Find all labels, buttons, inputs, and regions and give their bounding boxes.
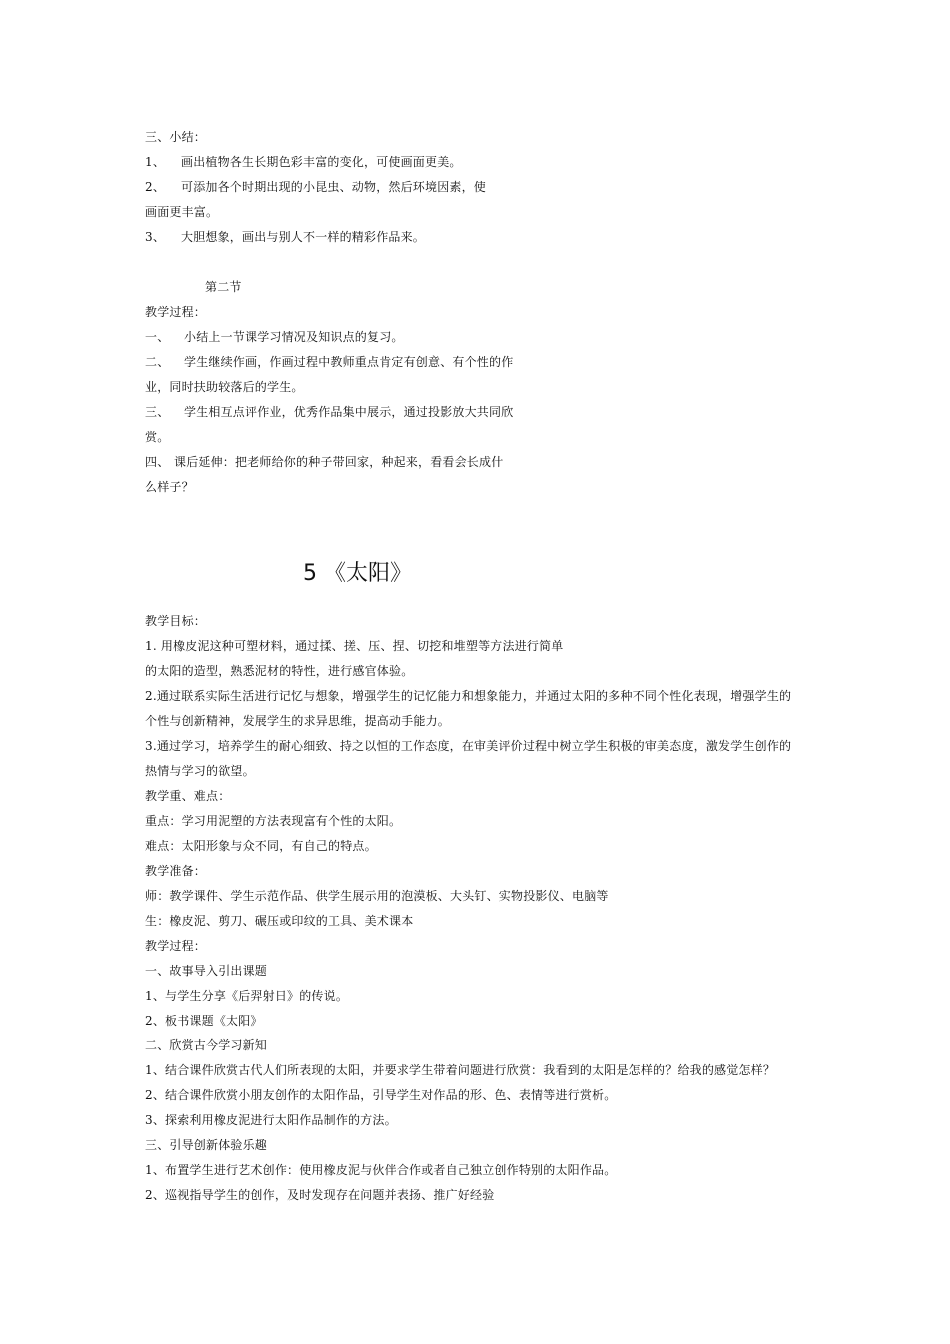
lesson-line: 1、与学生分享《后羿射日》的传说。	[145, 989, 349, 1003]
process-step	[145, 454, 503, 470]
lesson-title: 5 《太阳》	[303, 561, 412, 586]
item-number: 3、	[145, 230, 166, 244]
item-number: 1、	[145, 155, 166, 169]
summary-heading: 三、小结：	[145, 130, 207, 144]
item-text: 大胆想象，画出与别人不一样的精彩作品来。	[181, 230, 426, 244]
process-step-continuation: 赏。	[145, 430, 170, 444]
lesson-line: 教学重、难点：	[145, 789, 231, 803]
lesson-line: 师：教学课件、学生示范作品、供学生展示用的泡漠板、大头钉、实物投影仪、电脑等	[145, 889, 609, 903]
lesson-line: 1. 用橡皮泥这种可塑材料，通过揉、搓、压、捏、切挖和堆塑等方法进行简单	[145, 639, 564, 653]
lesson-line: 3.通过学习，培养学生的耐心细致、持之以恒的工作态度，在审美评价过程中树立学生积极的审美态度，激发学生创作的	[145, 739, 792, 753]
process-step	[145, 404, 513, 420]
lesson-line: 2、结合课件欣赏小朋友创作的太阳作品，引导学生对作品的形、色、表情等进行赏析。	[145, 1088, 617, 1102]
lesson-line: 2、板书课题《太阳》	[145, 1014, 263, 1028]
summary-item	[145, 229, 425, 245]
step-text: 学生继续作画，作画过程中教师重点肯定有创意、有个性的作	[184, 355, 514, 369]
lesson-line: 的太阳的造型，熟悉泥材的特性，进行感官体验。	[145, 664, 414, 678]
item-text: 画出植物各生长期色彩丰富的变化，可使画面更美。	[181, 155, 462, 169]
lesson-line: 1、布置学生进行艺术创作：使用橡皮泥与伙伴合作或者自己独立创作特别的太阳作品。	[145, 1163, 617, 1177]
item-text: 可添加各个时期出现的小昆虫、动物，然后环境因素，使	[181, 180, 487, 194]
step-text: 小结上一节课学习情况及知识点的复习。	[184, 330, 404, 344]
summary-item-continuation: 画面更丰富。	[145, 205, 219, 219]
lesson-line: 二、欣赏古今学习新知	[145, 1038, 268, 1052]
lesson-line: 热情与学习的欲望。	[145, 764, 255, 778]
lesson-line: 重点：学习用泥塑的方法表现富有个性的太阳。	[145, 814, 402, 828]
step-number: 三、	[145, 405, 170, 419]
item-number: 2、	[145, 180, 166, 194]
lesson-line: 2.通过联系实际生活进行记忆与想象，增强学生的记忆能力和想象能力，并通过太阳的多种不同个性化表现，增强学生的	[145, 689, 792, 703]
step-number: 一、	[145, 330, 170, 344]
process-step	[145, 354, 513, 370]
step-text: 学生相互点评作业，优秀作品集中展示，通过投影放大共同欣	[184, 405, 514, 419]
process-step	[145, 329, 404, 345]
step-number: 四、	[145, 455, 170, 469]
lesson-line: 2、巡视指导学生的创作，及时发现存在问题并表扬、推广好经验	[145, 1188, 495, 1202]
process-step-continuation: 业，同时扶助较落后的学生。	[145, 380, 304, 394]
summary-item	[145, 154, 462, 170]
process-step-continuation: 么样子？	[145, 480, 194, 494]
step-number: 二、	[145, 355, 170, 369]
lesson-line: 生：橡皮泥、剪刀、碾压或印纹的工具、美术课本	[145, 914, 414, 928]
lesson-line: 教学准备：	[145, 864, 207, 878]
lesson-line: 3、探索利用橡皮泥进行太阳作品制作的方法。	[145, 1113, 397, 1127]
step-text: 课后延伸：把老师给你的种子带回家，种起来，看看会长成什	[174, 455, 504, 469]
lesson-line: 三、引导创新体验乐趣	[145, 1138, 268, 1152]
lesson-line: 个性与创新精神，发展学生的求异思维，提高动手能力。	[145, 714, 451, 728]
lesson-line: 1、结合课件欣赏古代人们所表现的太阳，并要求学生带着问题进行欣赏：我看到的太阳是怎样的？给我的感觉怎样？	[145, 1063, 776, 1077]
process-label: 教学过程：	[145, 305, 207, 319]
section-heading: 第二节	[205, 280, 242, 294]
lesson-line: 教学过程：	[145, 939, 207, 953]
lesson-line: 一、故事导入引出课题	[145, 964, 268, 978]
lesson-line: 教学目标：	[145, 614, 207, 628]
lesson-line: 难点：太阳形象与众不同，有自己的特点。	[145, 839, 377, 853]
summary-item	[145, 179, 486, 195]
